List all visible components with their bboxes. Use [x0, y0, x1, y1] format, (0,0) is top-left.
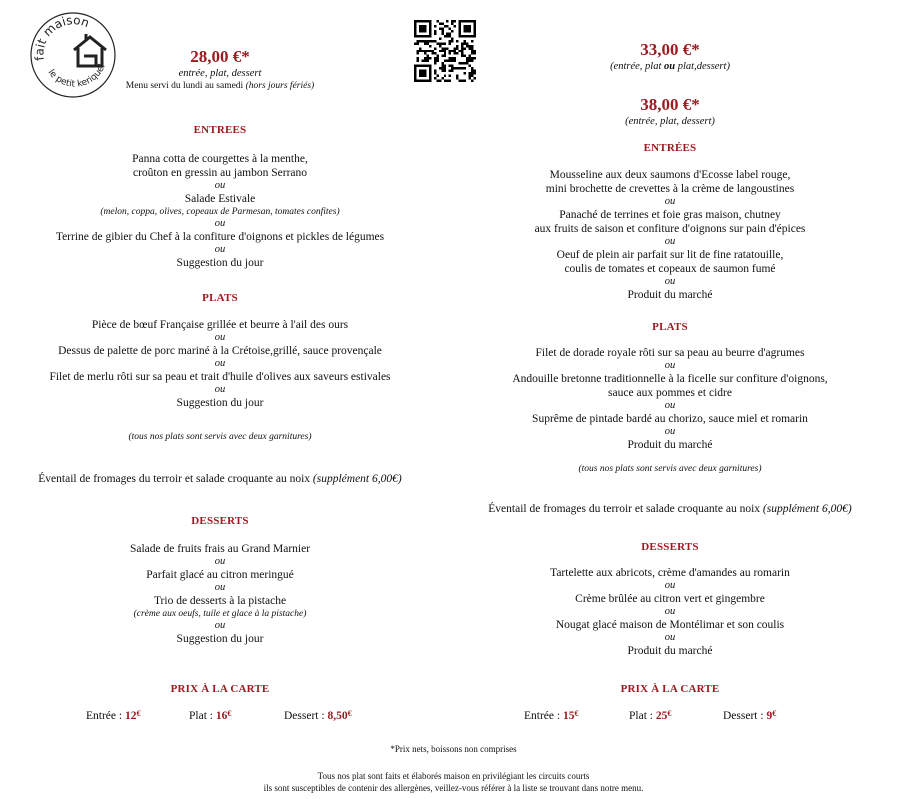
left-desserts-title: DESSERTS [191, 515, 249, 527]
left-garnitures-note: (tous nos plats sont servis avec deux garnitures) [128, 432, 312, 442]
separator-ou: ou [214, 180, 226, 191]
separator-ou: ou [214, 218, 226, 229]
menu-item-line: Filet de merlu rôti sur sa peau et trait d'huile d'olives aux saveurs estivales [49, 371, 391, 383]
right-price-1: 33,00 €* [640, 40, 700, 59]
menu-item-line: mini brochette de crevettes à la crème de langoustines [545, 183, 795, 195]
menu-item-line: Crème brûlée au citron vert et gingembre [575, 593, 765, 605]
right-entrees-list [440, 168, 900, 302]
menu-item-line: Trio de desserts à la pistache [153, 595, 287, 607]
menu-item-line: Dessus de palette de porc mariné à la Crétoise,grillé, sauce provençale [58, 345, 382, 357]
separator-ou: ou [214, 358, 226, 369]
menu-item-line: Mousseline aux deux saumons d'Ecosse label rouge, [549, 169, 791, 181]
left-price-sub: entrée, plat, dessert [178, 68, 262, 79]
menu-item-line: Tartelette aux abricots, crème d'amandes au romarin [550, 567, 790, 579]
menu-item-line: Filet de dorade royale rôti sur sa peau au beurre d'agrumes [535, 347, 805, 359]
separator-ou: ou [214, 332, 226, 343]
menu-item-line: Suggestion du jour [176, 633, 264, 645]
menu-item-line: Terrine de gibier du Chef à la confiture d'oignons et pickles de légumes [55, 231, 385, 243]
menu-item-line: Panna cotta de courgettes à la menthe, [132, 153, 308, 165]
left-entrees-list [0, 152, 440, 270]
separator-ou: ou [664, 632, 676, 643]
menu-item-line: Suprême de pintade bardé au chorizo, sauce miel et romarin [532, 413, 808, 425]
right-plats-list [440, 346, 900, 452]
right-desserts-title: DESSERTS [641, 541, 699, 553]
right-price-1-sub: (entrée, plat ou plat,dessert) [610, 61, 730, 72]
menu-item-line: Produit du marché [627, 289, 713, 301]
menu-item-note: (crème aux oeufs, tuile et glace à la pistache) [133, 609, 307, 619]
right-plats-title: PLATS [652, 321, 688, 333]
separator-ou: ou [664, 606, 676, 617]
menu-item-line: Pièce de bœuf Française grillée et beurre à l'ail des ours [91, 319, 349, 331]
separator-ou: ou [214, 244, 226, 255]
menu-item-line: Andouille bretonne traditionnelle à la ficelle sur confiture d'oignons, [512, 373, 828, 385]
menu-item-line: aux fruits de saison et confiture d'oignons sur pain d'épices [534, 223, 806, 235]
left-carte-entree: Entrée : 12€ [86, 709, 141, 722]
menu-item-line: Parfait glacé au citron meringué [146, 569, 294, 581]
menu-item-line: Suggestion du jour [176, 257, 264, 269]
right-carte-entree: Entrée : 15€ [524, 709, 579, 722]
right-desserts-list [440, 566, 900, 658]
separator-ou: ou [664, 400, 676, 411]
separator-ou: ou [214, 620, 226, 631]
menu-item-line: sauce aux pommes et cidre [608, 387, 732, 399]
separator-ou: ou [664, 276, 676, 287]
left-price: 28,00 €* [190, 47, 250, 66]
right-entrees-title: ENTRÉES [643, 142, 697, 154]
menu-item-line: Nougat glacé maison de Montélimar et son coulis [555, 619, 785, 631]
logo-bottom-text: le petit keriquel [45, 62, 108, 90]
menu-item-line: Oeuf de plein air parfait sur lit de fine ratatouille, [556, 249, 784, 261]
menu-item-line: croûton en gressin au jambon Serrano [132, 167, 308, 179]
left-carte-title: PRIX À LA CARTE [170, 683, 270, 695]
separator-ou: ou [664, 236, 676, 247]
menu-item-line: coulis de tomates et copeaux de saumon fumé [564, 263, 776, 275]
right-price-2: 38,00 €* [640, 95, 700, 114]
right-fromage: Éventail de fromages du terroir et salade croquante au noix (supplément 6,00€) [488, 503, 852, 515]
left-served: Menu servi du lundi au samedi (hors jours fériés) [125, 81, 315, 91]
menu-item-line: Produit du marché [627, 645, 713, 657]
left-carte-dessert: Dessert : 8,50€ [284, 709, 352, 722]
footer-line-1: Tous nos plat sont faits et élaborés maison en privilégiant les circuits courts [317, 771, 590, 781]
logo-top-text: fait maison [32, 13, 92, 62]
right-garnitures-note: (tous nos plats sont servis avec deux garnitures) [578, 464, 762, 474]
left-carte-plat: Plat : 16€ [189, 709, 232, 722]
right-carte-dessert: Dessert : 9€ [723, 709, 777, 722]
separator-ou: ou [214, 556, 226, 567]
right-carte-plat: Plat : 25€ [629, 709, 672, 722]
separator-ou: ou [664, 360, 676, 371]
right-price-2-sub: (entrée, plat, dessert) [625, 116, 715, 127]
menu-item-line: Produit du marché [627, 439, 713, 451]
menu-item-line: Suggestion du jour [176, 397, 264, 409]
separator-ou: ou [664, 426, 676, 437]
left-desserts-list [0, 542, 440, 646]
left-fromage: Éventail de fromages du terroir et salade croquante au noix (supplément 6,00€) [38, 473, 402, 485]
footer-prix-nets: *Prix nets, boissons non comprises [390, 744, 517, 754]
separator-ou: ou [664, 580, 676, 591]
footer-line-2: ils sont susceptibles de contenir des allergènes, veillez-vous référer à la liste se trouvant dans notre menu. [263, 783, 644, 793]
menu-item-line: Salade Estivale [184, 193, 256, 205]
menu-item-line: Panaché de terrines et foie gras maison, chutney [559, 209, 781, 221]
left-entrees-title: ENTREES [193, 124, 247, 136]
separator-ou: ou [214, 582, 226, 593]
separator-ou: ou [664, 196, 676, 207]
right-carte-title: PRIX À LA CARTE [620, 683, 720, 695]
separator-ou: ou [214, 384, 226, 395]
menu-item-note: (melon, coppa, olives, copeaux de Parmesan, tomates confites) [100, 207, 340, 217]
menu-item-line: Salade de fruits frais au Grand Marnier [129, 543, 311, 555]
left-plats-title: PLATS [202, 292, 238, 304]
left-plats-list [0, 318, 440, 410]
